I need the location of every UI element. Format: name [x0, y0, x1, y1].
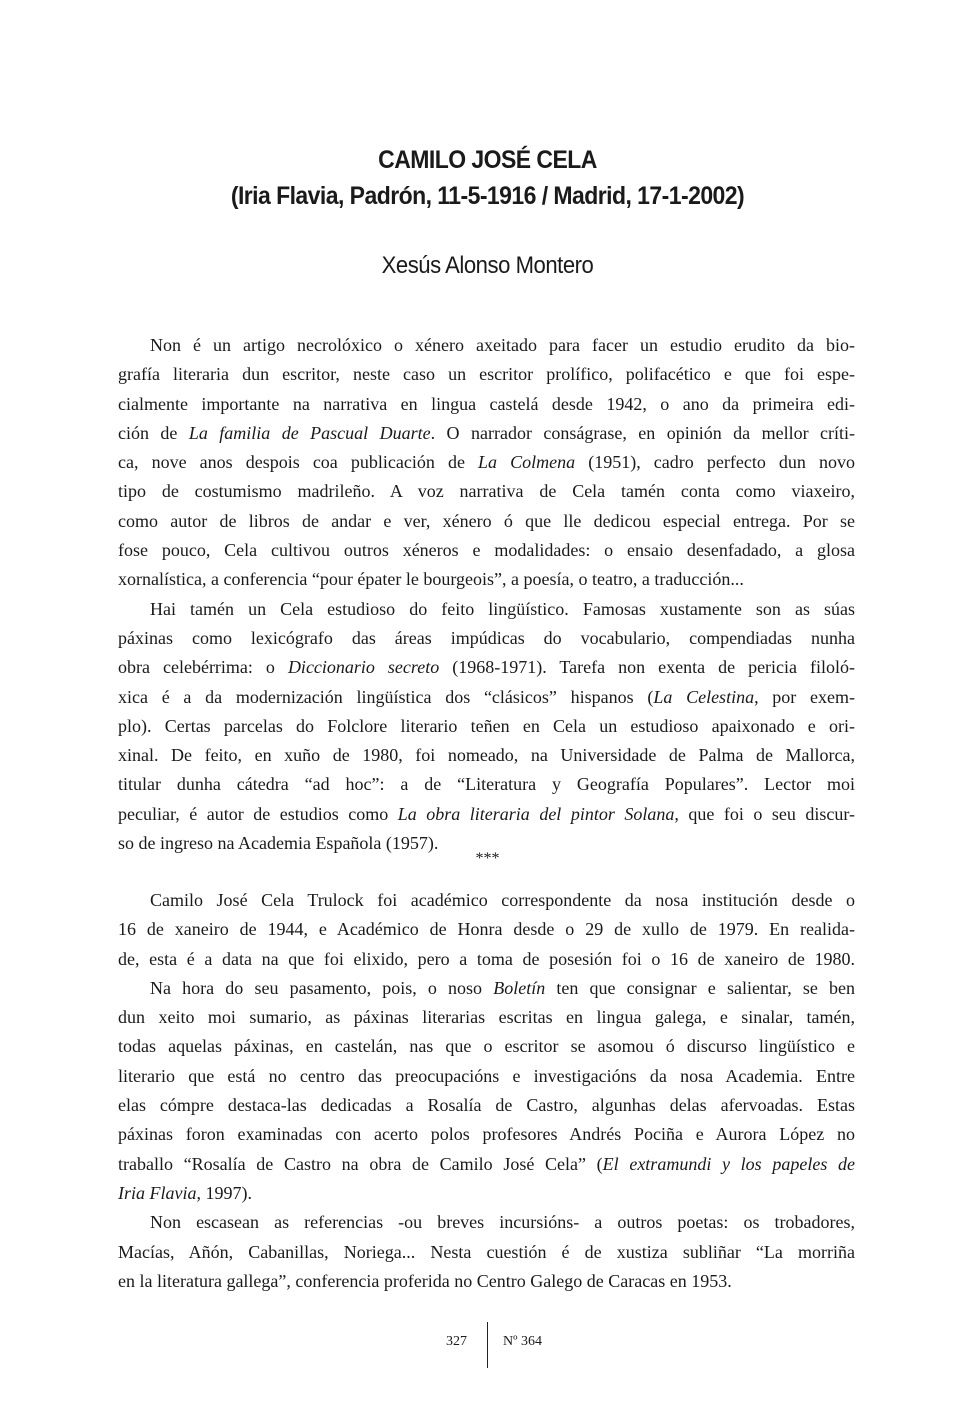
text-line: obra celebérrima: o Diccionario secreto (1968-1971). Tarefa non exenta de pericia filoló- [118, 657, 856, 678]
body-block-2 [118, 886, 855, 1296]
text-line: xornalística, a conferencia “pour épater le bourgeois”, a poesía, o teatro, a traducción... [118, 569, 744, 590]
text-line: so de ingreso na Academia Española (1957). [118, 833, 439, 854]
text-line: Hai tamén un Cela estudioso do feito lingüístico. Famosas xustamente son as súas [150, 598, 855, 619]
text-line: Camilo José Cela Trulock foi académico correspondente da nosa institución desde o [150, 890, 855, 910]
text-line: plo). Certas parcelas do Folclore literario teñen en Cela un estudioso apaixonado e ori- [118, 715, 855, 736]
text-line: ca, nove anos despois coa publicación de La Colmena (1951), cadro perfecto dun novo [118, 452, 856, 473]
text-line: Non escasean as referencias -ou breves incursións- a outros poetas: os trobadores, [150, 1212, 855, 1233]
text-line: dun xeito moi sumario, as páxinas literarias escritas en lingua galega, e sinalar, tamén, [118, 1007, 855, 1028]
text-line: xinal. De feito, en xuño de 1980, foi nomeado, na Universidade de Palma de Mallorca, [118, 745, 855, 766]
section-separator: *** [475, 850, 500, 867]
text-line: páxinas foron examinadas con acerto polos profesores Andrés Pociña e Aurora López no [118, 1124, 855, 1145]
text-line: elas cómpre destaca-las dedicadas a Rosalía de Castro, algunhas delas afervoadas. Estas [118, 1095, 855, 1116]
text-line: grafía literaria dun escritor, neste caso un escritor prolífico, polifacético e que foi espe- [118, 364, 855, 385]
issue-number: Nº 364 [503, 1334, 542, 1349]
text-line: Iria Flavia, 1997). [118, 1182, 252, 1203]
footer-divider [487, 1322, 488, 1368]
article-subtitle-dates: (Iria Flavia, Padrón, 11-5-1916 / Madrid, 17-1-2002) [230, 182, 745, 210]
text-line: traballo “Rosalía de Castro na obra de Camilo José Cela” (El extramundi y los papeles de [118, 1153, 855, 1174]
text-line: de, esta é a data na que foi elixido, pero a toma de posesión foi o 16 de xaneiro de 1980. [118, 948, 855, 969]
text-line: todas aquelas páxinas, en castelán, nas que o escritor se asomou ó discurso lingüístico e [118, 1036, 855, 1057]
text-line: fose pouco, Cela cultivou outros xéneros e modalidades: o ensaio desenfadado, a glosa [118, 540, 855, 561]
text-line: tipo de costumismo madrileño. A voz narrativa de Cela tamén conta como viaxeiro, [118, 481, 855, 502]
text-line: xica é a da modernización lingüística dos “clásicos” hispanos (La Celestina, por exem- [118, 686, 855, 707]
text-line: 16 de xaneiro de 1944, e Académico de Honra desde o 29 de xullo de 1979. En realida- [118, 919, 855, 940]
text-line: Na hora do seu pasamento, pois, o noso Boletín ten que consignar e salientar, se ben [150, 977, 855, 998]
text-line: ción de La familia de Pascual Duarte. O narrador conságrase, en opinión da mellor críti- [118, 422, 855, 443]
article-title: CAMILO JOSÉ CELA [378, 146, 597, 174]
text-line: como autor de libros de andar e ver, xénero ó que lle dedicou especial entrega. Por se [118, 510, 855, 531]
text-line: Non é un artigo necrolóxico o xénero axeitado para facer un estudio erudito da bio- [150, 335, 855, 355]
text-line: titular dunha cátedra “ad hoc”: a de “Literatura y Geografía Populares”. Lector moi [118, 774, 855, 795]
page-number: 327 [446, 1334, 467, 1349]
text-line: cialmente importante na narrativa en lingua castelá desde 1942, o ano da primeira edi- [118, 393, 855, 414]
text-line: en la literatura gallega”, conferencia proferida no Centro Galego de Caracas en 1953. [118, 1270, 732, 1291]
text-line: peculiar, é autor de estudios como La obra literaria del pintor Solana, que foi o seu discur- [118, 803, 855, 824]
article-author: Xesús Alonso Montero [381, 252, 594, 279]
text-line: Macías, Añón, Cabanillas, Noriega... Nesta cuestión é de xustiza subliñar “La morriña [118, 1241, 855, 1262]
text-line: páxinas como lexicógrafo das áreas impúdicas do vocabulario, compendiadas nunha [118, 627, 855, 648]
body-block-1 [118, 331, 855, 858]
text-line: literario que está no centro das preocupacións e investigacións da nosa Academia. Entre [118, 1065, 855, 1086]
